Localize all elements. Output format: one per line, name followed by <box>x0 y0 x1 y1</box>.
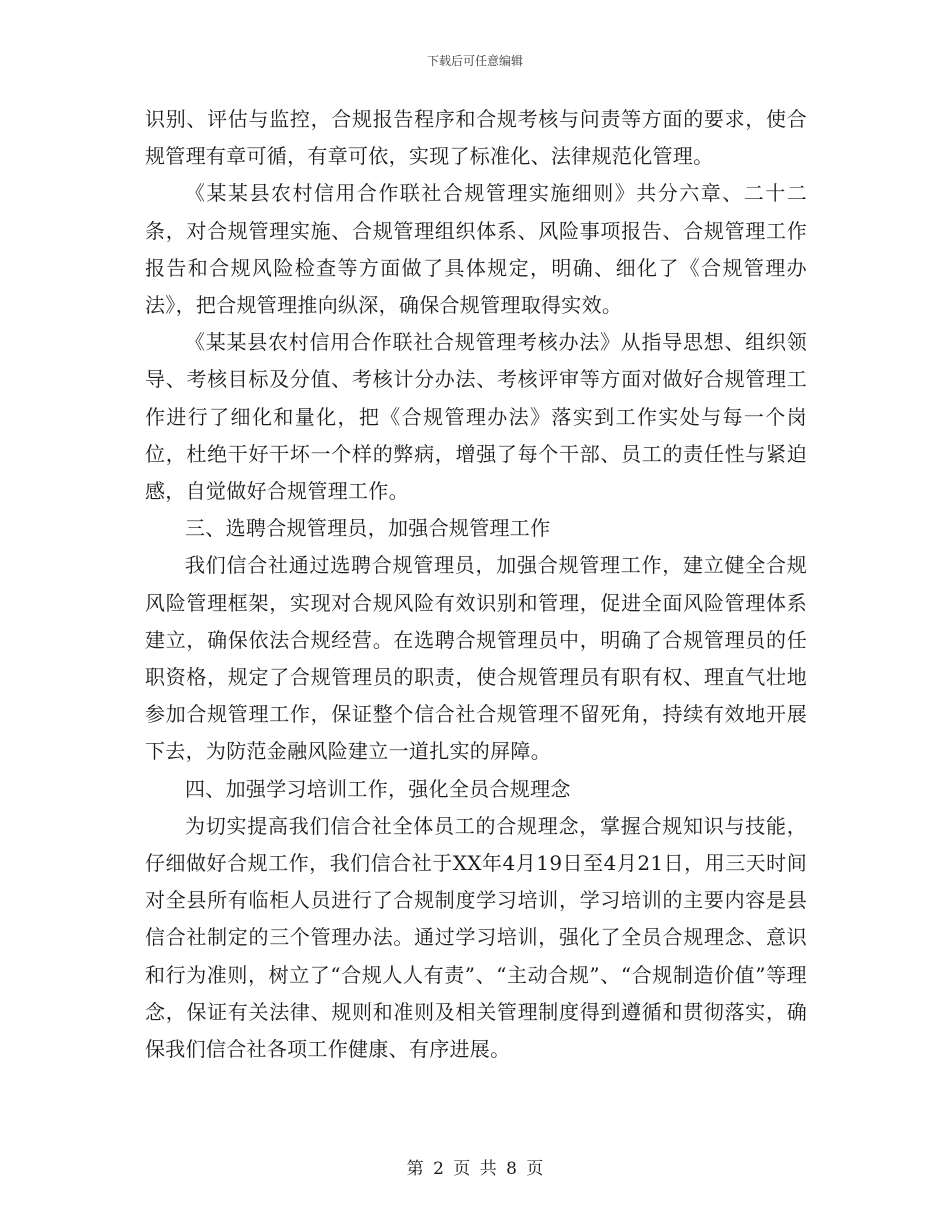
section-heading-3: 三、选聘合规管理员，加强合规管理工作 <box>185 516 551 541</box>
page-number: 第 2 页 共 8 页 <box>406 1159 544 1179</box>
page-header: 下载后可任意编辑 <box>426 54 523 68</box>
document-body <box>145 101 807 1068</box>
paragraph-training: 为切实提高我们信合社全体员工的合规理念，掌握合规知识与技能，仔细做好合规工作，我们信合社于XX年4月19日至4月21日，用三天时间对全县所有临柜人员进行了合规制度学习培训，学习培训的主要内容是县信合社制定的三个管理办法。通过学习培训，强化了全员合规理念、意识和行为准则，树立了“合规人人有责”、“主动合规”、“合规制造价值”等理念，保证有关法律、规则和准则及相关管理制度得到遵循和贯彻落实，确保我们信合社各项工作健康、有序进展。 <box>145 813 807 1062</box>
paragraph-compliance-officers: 我们信合社通过选聘合规管理员，加强合规管理工作，建立健全合规风险管理框架，实现对合规风险有效识别和管理，促进全面风险管理体系建立，确保依法合规经营。在选聘合规管理员中，明确了合规管理员的任职资格，规定了合规管理员的职责，使合规管理员有职有权、理直气壮地参加合规管理工作，保证整个信合社合规管理不留死角，持续有效地开展下去，为防范金融风险建立一道扎实的屏障。 <box>145 553 807 764</box>
paragraph-continuation: 识别、评估与监控，合规报告程序和合规考核与问责等方面的要求，使合规管理有章可循，有章可依，实现了标准化、法律规范化管理。 <box>145 107 807 169</box>
section-heading-4: 四、加强学习培训工作，强化全员合规理念 <box>185 776 571 801</box>
paragraph-assessment-measures: 《某某县农村信用合作联社合规管理考核办法》从指导思想、组织领导、考核目标及分值、考核计分办法、考核评审等方面对做好合规管理工作进行了细化和量化，把《合规管理办法》落实到工作实处与每一个岗位，杜绝干好干坏一个样的弊病，增强了每个干部、员工的责任性与紧迫感，自觉做好合规管理工作。 <box>145 330 807 504</box>
paragraph-implementation-rules: 《某某县农村信用合作联社合规管理实施细则》共分六章、二十二条，对合规管理实施、合规管理组织体系、风险事项报告、合规管理工作报告和合规风险检查等方面做了具体规定，明确、细化了《合规管理办法》，把合规管理推向纵深，确保合规管理取得实效。 <box>145 181 807 318</box>
